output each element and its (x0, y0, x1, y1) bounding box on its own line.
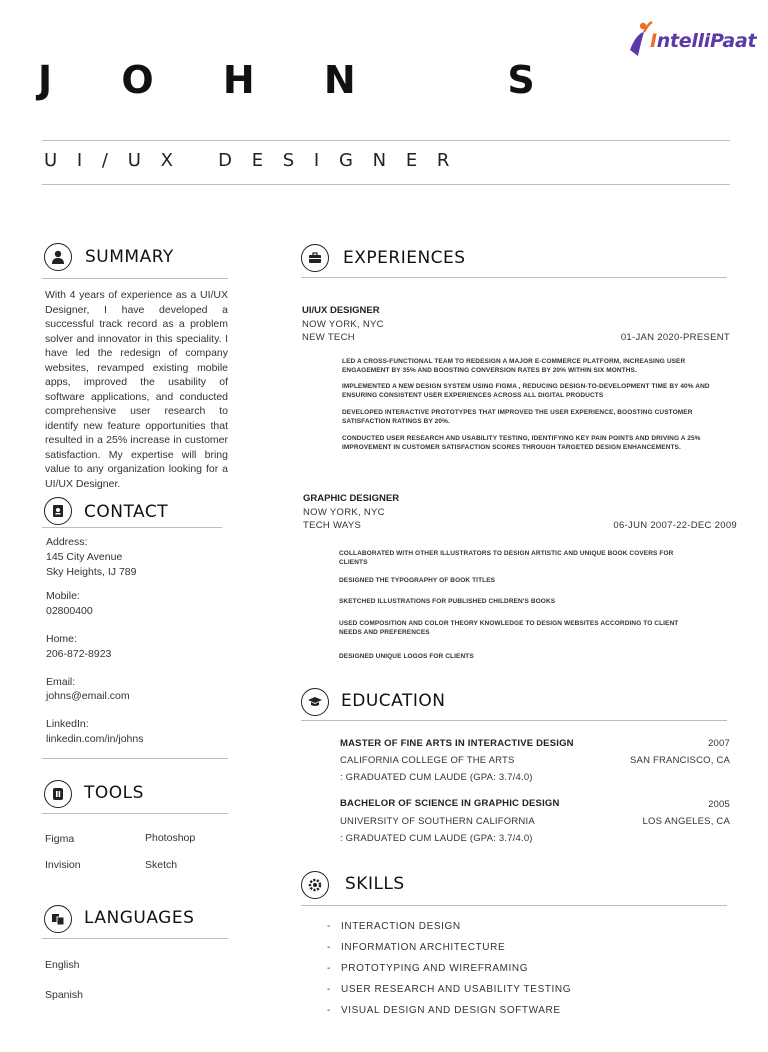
tool-item: Invision (45, 859, 81, 871)
tools-heading: TOOLS (84, 783, 144, 803)
home-value: 206-872-8923 (46, 648, 112, 660)
experiences-heading: EXPERIENCES (343, 248, 466, 268)
edu-school: UNIVERSITY OF SOUTHERN CALIFORNIA (340, 816, 535, 827)
logo-text-part2: ntelliPaat (656, 30, 757, 52)
divider (42, 278, 228, 279)
job-location-2: NOW YORK, NYC (303, 507, 385, 518)
skill-dash: - (327, 1005, 331, 1016)
skill-item: USER RESEARCH AND USABILITY TESTING (341, 984, 572, 995)
skill-item: PROTOTYPING AND WIREFRAMING (341, 963, 529, 974)
divider (301, 277, 727, 278)
skills-heading: SKILLS (345, 874, 405, 894)
job-location-1: NOW YORK, NYC (302, 319, 384, 330)
job-bullet: SKETCHED ILLUSTRATIONS FOR PUBLISHED CHILDREN'S BOOKS (339, 598, 556, 605)
tool-item: Photoshop (145, 832, 196, 844)
language-item: English (45, 959, 80, 971)
summary-heading: SUMMARY (85, 247, 174, 267)
address-label: Address: (46, 536, 88, 548)
divider (42, 938, 228, 939)
tools-icon (44, 780, 72, 808)
edu-honors: : GRADUATED CUM LAUDE (GPA: 3.7/4.0) (340, 772, 533, 783)
candidate-name: J O H N S (38, 58, 563, 102)
job-bullet: DESIGNED THE TYPOGRAPHY OF BOOK TITLES (339, 577, 496, 584)
divider (42, 527, 222, 528)
mobile-value: 02800400 (46, 605, 93, 617)
skill-dash: - (327, 921, 331, 932)
edu-degree: BACHELOR OF SCIENCE IN GRAPHIC DESIGN (340, 798, 560, 809)
edu-place: SAN FRANCISCO, CA (630, 755, 730, 766)
mobile-label: Mobile: (46, 590, 80, 602)
skill-dash: - (327, 942, 331, 953)
divider (42, 184, 730, 185)
job-company-1: NEW TECH (302, 332, 355, 343)
skill-item: INTERACTION DESIGN (341, 921, 461, 932)
job-dates-2: 06-JUN 2007-22-DEC 2009 (613, 520, 737, 531)
edu-degree: MASTER OF FINE ARTS IN INTERACTIVE DESIGN (340, 738, 574, 749)
translate-icon (44, 905, 72, 933)
skill-item: VISUAL DESIGN AND DESIGN SOFTWARE (341, 1005, 561, 1016)
job-bullet: DESIGNED UNIQUE LOGOS FOR CLIENTS (339, 653, 474, 660)
job-bullet: COLLABORATED WITH OTHER ILLUSTRATORS TO DESIGN ARTISTIC AND UNIQUE BOOK COVERS FOR CLIENTS (339, 550, 674, 566)
skill-item: INFORMATION ARCHITECTURE (341, 942, 506, 953)
contact-heading: CONTACT (84, 502, 169, 522)
divider (42, 813, 228, 814)
languages-heading: LANGUAGES (84, 908, 195, 928)
linkedin-label: LinkedIn: (46, 718, 89, 730)
language-item: Spanish (45, 989, 83, 1001)
gear-icon (301, 871, 329, 899)
edu-place: LOS ANGELES, CA (642, 816, 730, 827)
linkedin-value[interactable]: linkedin.com/in/johns (46, 733, 144, 745)
edu-honors: : GRADUATED CUM LAUDE (GPA: 3.7/4.0) (340, 833, 533, 844)
home-label: Home: (46, 633, 77, 645)
job-title-2: GRAPHIC DESIGNER (303, 493, 400, 504)
job-bullet: DEVELOPED INTERACTIVE PROTOTYPES THAT IMPROVED THE USER EXPERIENCE, BOOSTING CUSTOMER SATISFACTION RATINGS BY 20%. (342, 409, 693, 425)
education-heading: EDUCATION (341, 691, 446, 711)
job-title-1: UI/UX DESIGNER (302, 305, 380, 316)
job-title: U I / U X D E S I G N E R (44, 150, 457, 171)
divider (301, 720, 727, 721)
edu-year: 2007 (708, 738, 730, 749)
skill-dash: - (327, 984, 331, 995)
email-value[interactable]: johns@email.com (46, 690, 130, 702)
logo-text-part1: I (650, 30, 657, 52)
job-dates-1: 01-JAN 2020-PRESENT (620, 332, 730, 343)
divider (42, 140, 730, 141)
job-bullet: LED A CROSS-FUNCTIONAL TEAM TO REDESIGN A MAJOR E-COMMERCE PLATFORM, INCREASING USER ENGAGEMENT BY 35% AND BOOSTING CONVERSION RATES BY 20% WITHIN SIX MONTHS. (342, 358, 686, 374)
job-bullet: IMPLEMENTED A NEW DESIGN SYSTEM USING FIGMA , REDUCING DESIGN-TO-DEVELOPMENT TIME BY 40% AND ENSURING CONSISTENT USER EXPERIENCES ACROSS ALL DIGITAL PRODUCTS (342, 383, 710, 399)
divider (301, 905, 727, 906)
address-line2: Sky Heights, IJ 789 (46, 566, 137, 578)
job-bullet: USED COMPOSITION AND COLOR THEORY KNOWLEDGE TO DESIGN WEBSITES ACCORDING TO CLIENT NEEDS AND PREFERENCES (339, 620, 679, 636)
summary-text: With 4 years of experience as a UI/UX Designer, I have developed a successful track record as a problem solver and innovator in this speciality. I have led the redesign of company websites, revamped existing mobile apps, improved the usability of software applications, and conducted comprehensive user research to identify new feature opportunities that resulted in a 25% increase in customer satisfaction. My expertise will bring value to any organization looking for a UI/UX Designer. (45, 289, 228, 490)
graduation-cap-icon (301, 688, 329, 716)
edu-year: 2005 (708, 799, 730, 810)
tool-item: Sketch (145, 859, 178, 871)
edu-school: CALIFORNIA COLLEGE OF THE ARTS (340, 755, 515, 766)
job-bullet: CONDUCTED USER RESEARCH AND USABILITY TESTING, IDENTIFYING KEY PAIN POINTS AND DRIVING A 25% IMPROVEMENT IN CUSTOMER SATISFACTION SCORES THROUGH TARGETED DESIGN ENHANCEMENTS. (342, 435, 701, 451)
person-icon (44, 243, 72, 271)
tool-item: Figma (45, 833, 75, 845)
address-book-icon (44, 497, 72, 525)
address-line1: 145 City Avenue (46, 551, 123, 563)
email-label: Email: (46, 676, 76, 688)
skill-dash: - (327, 963, 331, 974)
briefcase-icon (301, 244, 329, 272)
job-company-2: TECH WAYS (303, 520, 362, 531)
logo-text (650, 30, 756, 52)
divider (42, 758, 228, 759)
